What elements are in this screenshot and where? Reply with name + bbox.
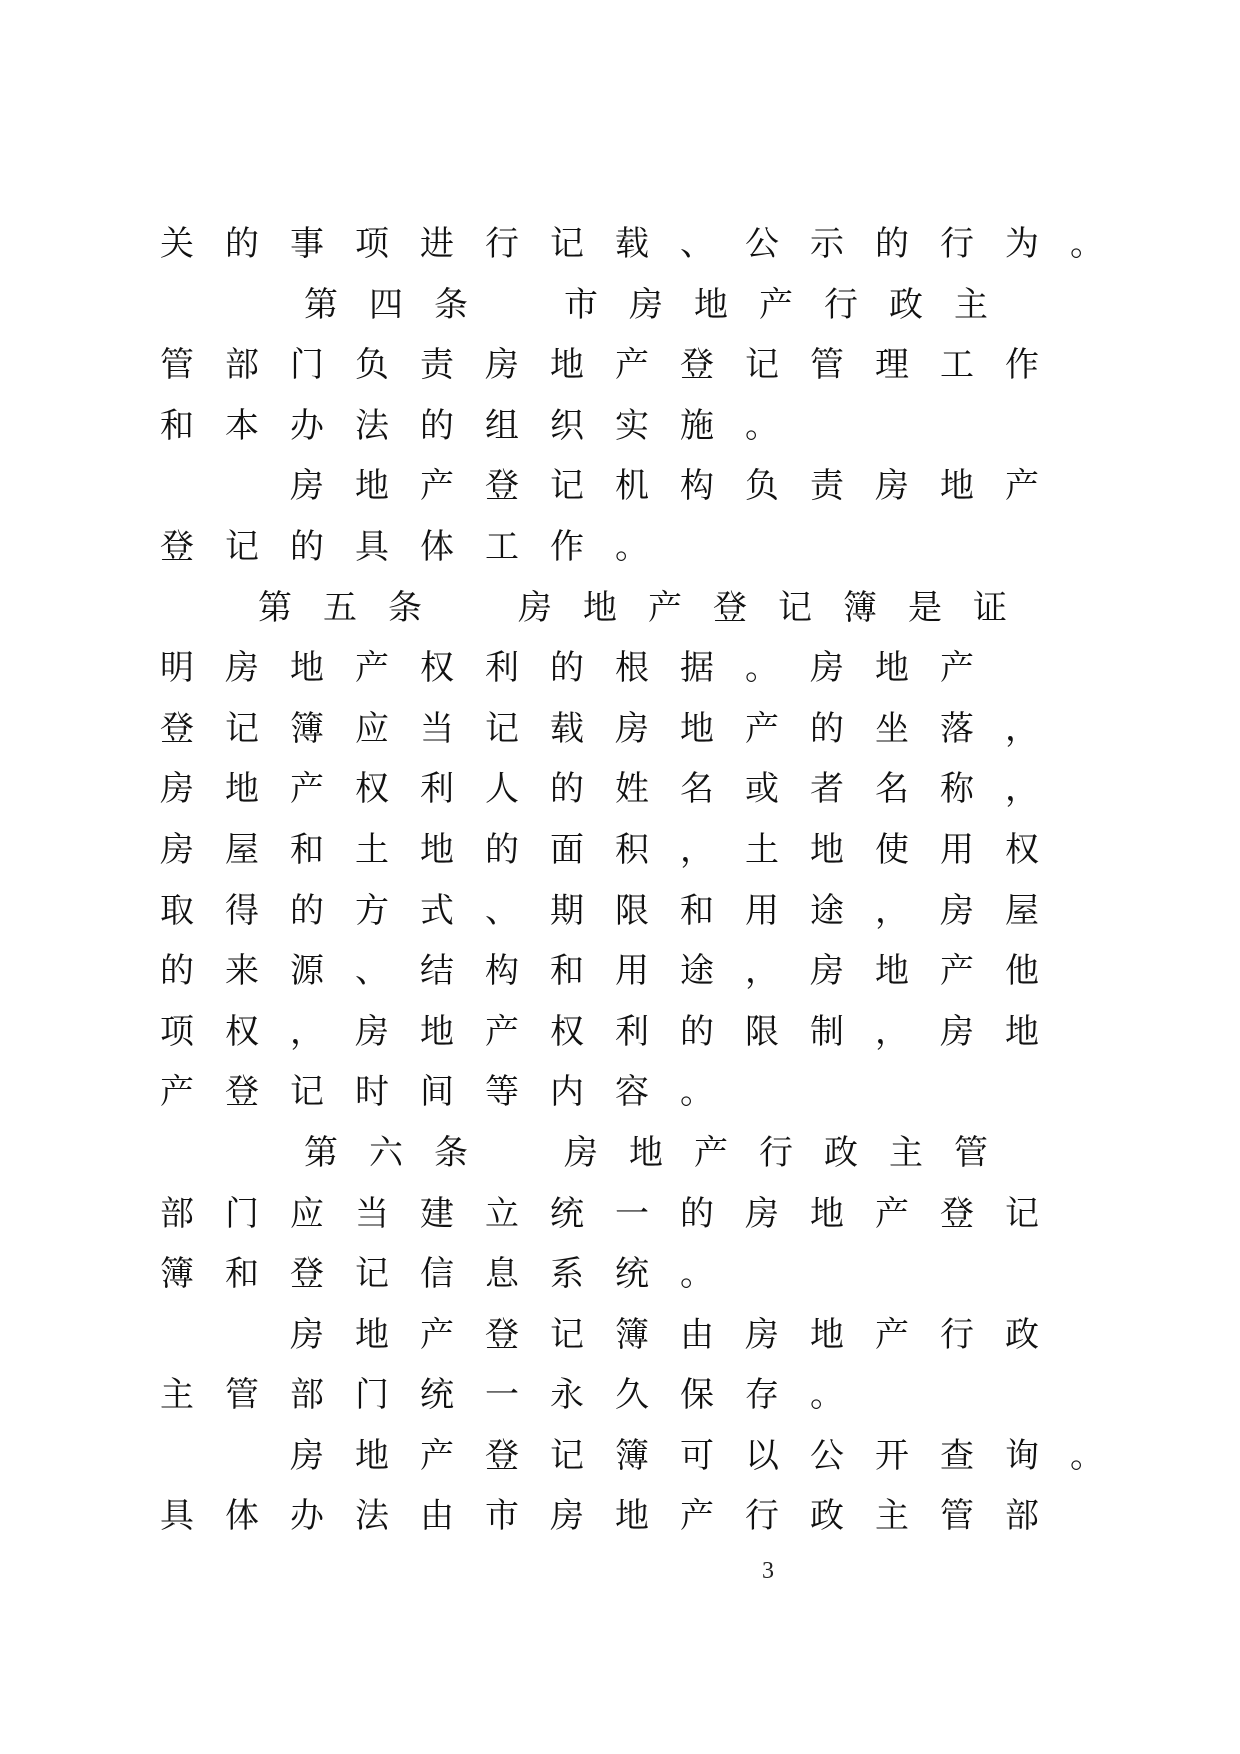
- text-line: 登记簿应当记载房地产的坐落，: [160, 708, 1070, 749]
- article-6-heading-line: 第六条 房地产行政主管: [304, 1132, 1019, 1173]
- text-line: 簿和登记信息系统。: [160, 1254, 745, 1295]
- text-line: 房地产权利人的姓名或者名称，: [160, 769, 1070, 810]
- paragraph-start-line: 房地产登记簿由房地产行政: [290, 1314, 1070, 1355]
- page-number: 3: [762, 1558, 774, 1584]
- body-text: [160, 214, 1135, 1547]
- text-line: 具体办法由市房地产行政主管部: [160, 1496, 1070, 1537]
- text-line: 明房地产权利的根据。房地产: [160, 648, 1005, 689]
- paragraph-start-line: 房地产登记机构负责房地产: [290, 466, 1070, 507]
- paragraph-start-line: 房地产登记簿可以公开查询。: [290, 1435, 1135, 1476]
- text-line: 产登记时间等内容。: [160, 1072, 745, 1113]
- article-5-heading-line: 第五条 房地产登记簿是证: [258, 587, 1038, 628]
- article-4-heading-line: 第四条 市房地产行政主: [304, 284, 1019, 325]
- text-line: 登记的具体工作。: [160, 526, 680, 567]
- text-line: 的来源、结构和用途，房地产他: [160, 951, 1070, 992]
- text-line: 部门应当建立统一的房地产登记: [160, 1193, 1070, 1234]
- text-line: 项权，房地产权利的限制，房地: [160, 1011, 1070, 1052]
- text-line: 管部门负责房地产登记管理工作: [160, 345, 1070, 386]
- text-line: 取得的方式、期限和用途，房屋: [160, 890, 1070, 931]
- text-line: 和本办法的组织实施。: [160, 405, 810, 446]
- text-line: 主管部门统一永久保存。: [160, 1375, 875, 1416]
- text-line: 房屋和土地的面积，土地使用权: [160, 829, 1070, 870]
- text-line: 关的事项进行记载、公示的行为。: [160, 224, 1135, 264]
